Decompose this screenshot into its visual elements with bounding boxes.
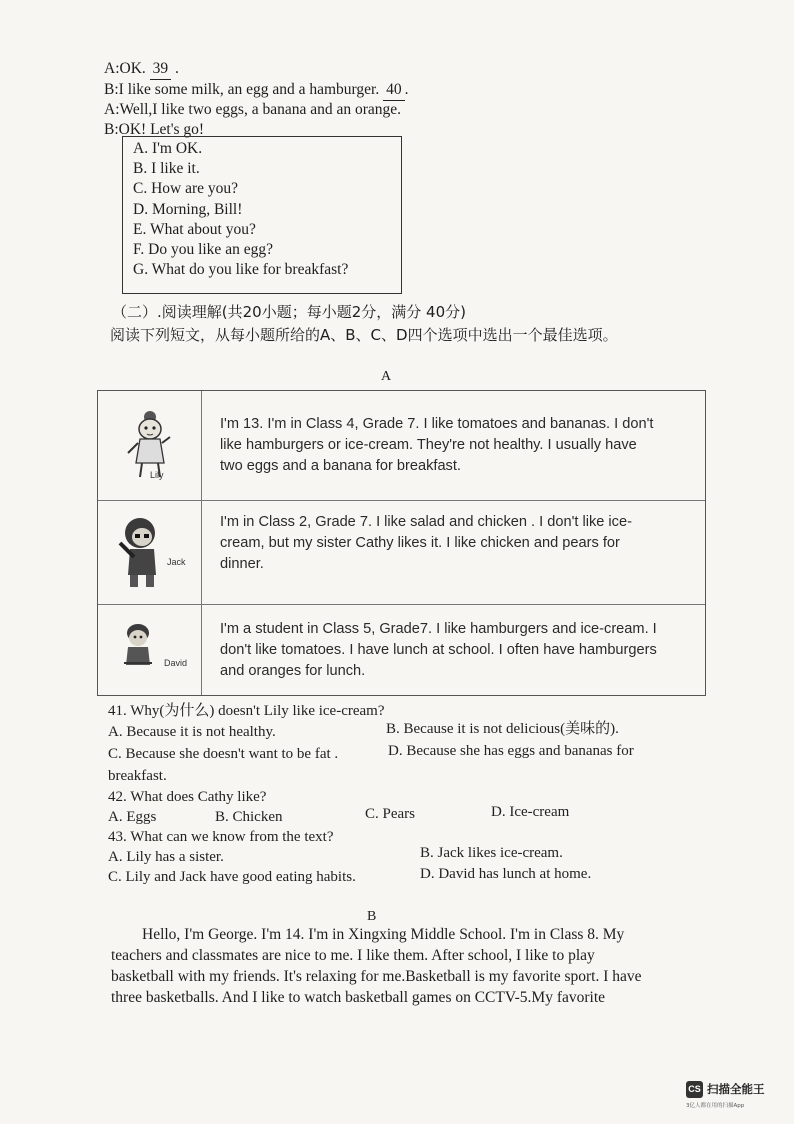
option-g: G. What do you like for breakfast? [133, 261, 349, 278]
dialogue-line-3: A:Well,I like two eggs, a banana and an orange. [104, 101, 402, 118]
table-column-divider [201, 391, 202, 695]
lily-line: like hamburgers or ice-cream. They're not healthy. I usually have [220, 437, 637, 453]
jack-line: I'm in Class 2, Grade 7. I like salad and chicken . I don't like ice- [220, 514, 632, 530]
david-name: David [164, 658, 188, 668]
scanner-watermark [686, 1081, 778, 1111]
lily-name: Lily [150, 470, 164, 480]
dialogue-line-1: A:OK. 39 . [104, 59, 179, 80]
jack-picture [98, 501, 201, 604]
options-box [122, 136, 402, 294]
david-line: and oranges for lunch. [220, 663, 366, 679]
jack-name: Jack [167, 557, 186, 567]
table-row-david [98, 605, 705, 695]
section-heading: （二）.阅读理解(共20小题；每小题2分，满分 40分) [112, 303, 466, 321]
dialogue-line-4: B:OK! Let's go! [104, 121, 205, 138]
jack-line: dinner. [220, 556, 264, 572]
table-row-lily [98, 391, 705, 501]
passage-a-table [97, 390, 706, 696]
lily-picture [98, 391, 201, 500]
option-f: F. Do you like an egg? [133, 241, 273, 258]
q43-option-c[interactable]: C. Lily and Jack have good eating habits. [108, 869, 356, 885]
q42-option-b[interactable]: B. Chicken [215, 809, 283, 825]
q43-option-a[interactable]: A. Lily has a sister. [108, 849, 224, 865]
q41-option-c[interactable]: C. Because she doesn't want to be fat . [108, 746, 339, 762]
option-b: B. I like it. [133, 160, 200, 177]
passage-b-label: B [367, 909, 377, 924]
jack-line: cream, but my sister Cathy likes it. I like chicken and pears for [220, 535, 620, 551]
passage-b-line: basketball with my friends. It's relaxing for me.Basketball is my favorite sport. I have [111, 968, 642, 985]
watermark-tagline: 3亿人都在用的扫描App [686, 1103, 745, 1109]
q42-stem: 42. What does Cathy like? [108, 789, 267, 805]
q43-option-b[interactable]: B. Jack likes ice-cream. [420, 845, 563, 861]
answer-blank-39[interactable]: 39 [150, 59, 172, 80]
q42-option-c[interactable]: C. Pears [365, 806, 415, 822]
camscanner-logo-icon: CS [686, 1081, 703, 1098]
lily-line: two eggs and a banana for breakfast. [220, 458, 461, 474]
q42-option-a[interactable]: A. Eggs [108, 809, 157, 825]
q41-option-a[interactable]: A. Because it is not healthy. [108, 724, 276, 740]
table-row-jack [98, 501, 705, 605]
section-instruction: 阅读下列短文，从每小题所给的A、B、C、D四个选项中选出一个最佳选项。 [110, 326, 618, 344]
q43-stem: 43. What can we know from the text? [108, 829, 334, 845]
option-d: D. Morning, Bill! [133, 201, 243, 218]
q41-stem: 41. Why(为什么) doesn't Lily like ice-cream? [108, 703, 385, 719]
passage-a-label: A [381, 369, 392, 384]
q42-option-d[interactable]: D. Ice-cream [491, 804, 570, 820]
passage-b-line: Hello, I'm George. I'm 14. I'm in Xingxing Middle School. I'm in Class 8. My [142, 926, 625, 943]
dialogue-line-2: B:I like some milk, an egg and a hamburger. 40 . [104, 80, 408, 101]
option-e: E. What about you? [133, 221, 256, 238]
q41-option-d[interactable]: D. Because she has eggs and bananas for [388, 743, 634, 759]
david-line: I'm a student in Class 5, Grade7. I like hamburgers and ice-cream. I [220, 621, 657, 637]
passage-b-text [111, 924, 696, 1008]
option-c: C. How are you? [133, 180, 239, 197]
passage-b-line: teachers and classmates are nice to me. I like them. After school, I like to play [111, 947, 595, 964]
q41-option-b[interactable]: B. Because it is not delicious(美味的). [386, 721, 619, 737]
david-picture [98, 605, 201, 695]
q41-option-d-cont: breakfast. [108, 768, 167, 784]
watermark-brand: 扫描全能王 [707, 1082, 765, 1096]
option-a: A. I'm OK. [133, 140, 203, 157]
q43-option-d[interactable]: D. David has lunch at home. [420, 866, 592, 882]
lily-line: I'm 13. I'm in Class 4, Grade 7. I like tomatoes and bananas. I don't [220, 416, 654, 432]
passage-b-line: three basketballs. And I like to watch basketball games on CCTV-5.My favorite [111, 989, 606, 1006]
david-line: don't like tomatoes. I have lunch at school. I often have hamburgers [220, 642, 657, 658]
answer-blank-40[interactable]: 40 [383, 80, 405, 101]
